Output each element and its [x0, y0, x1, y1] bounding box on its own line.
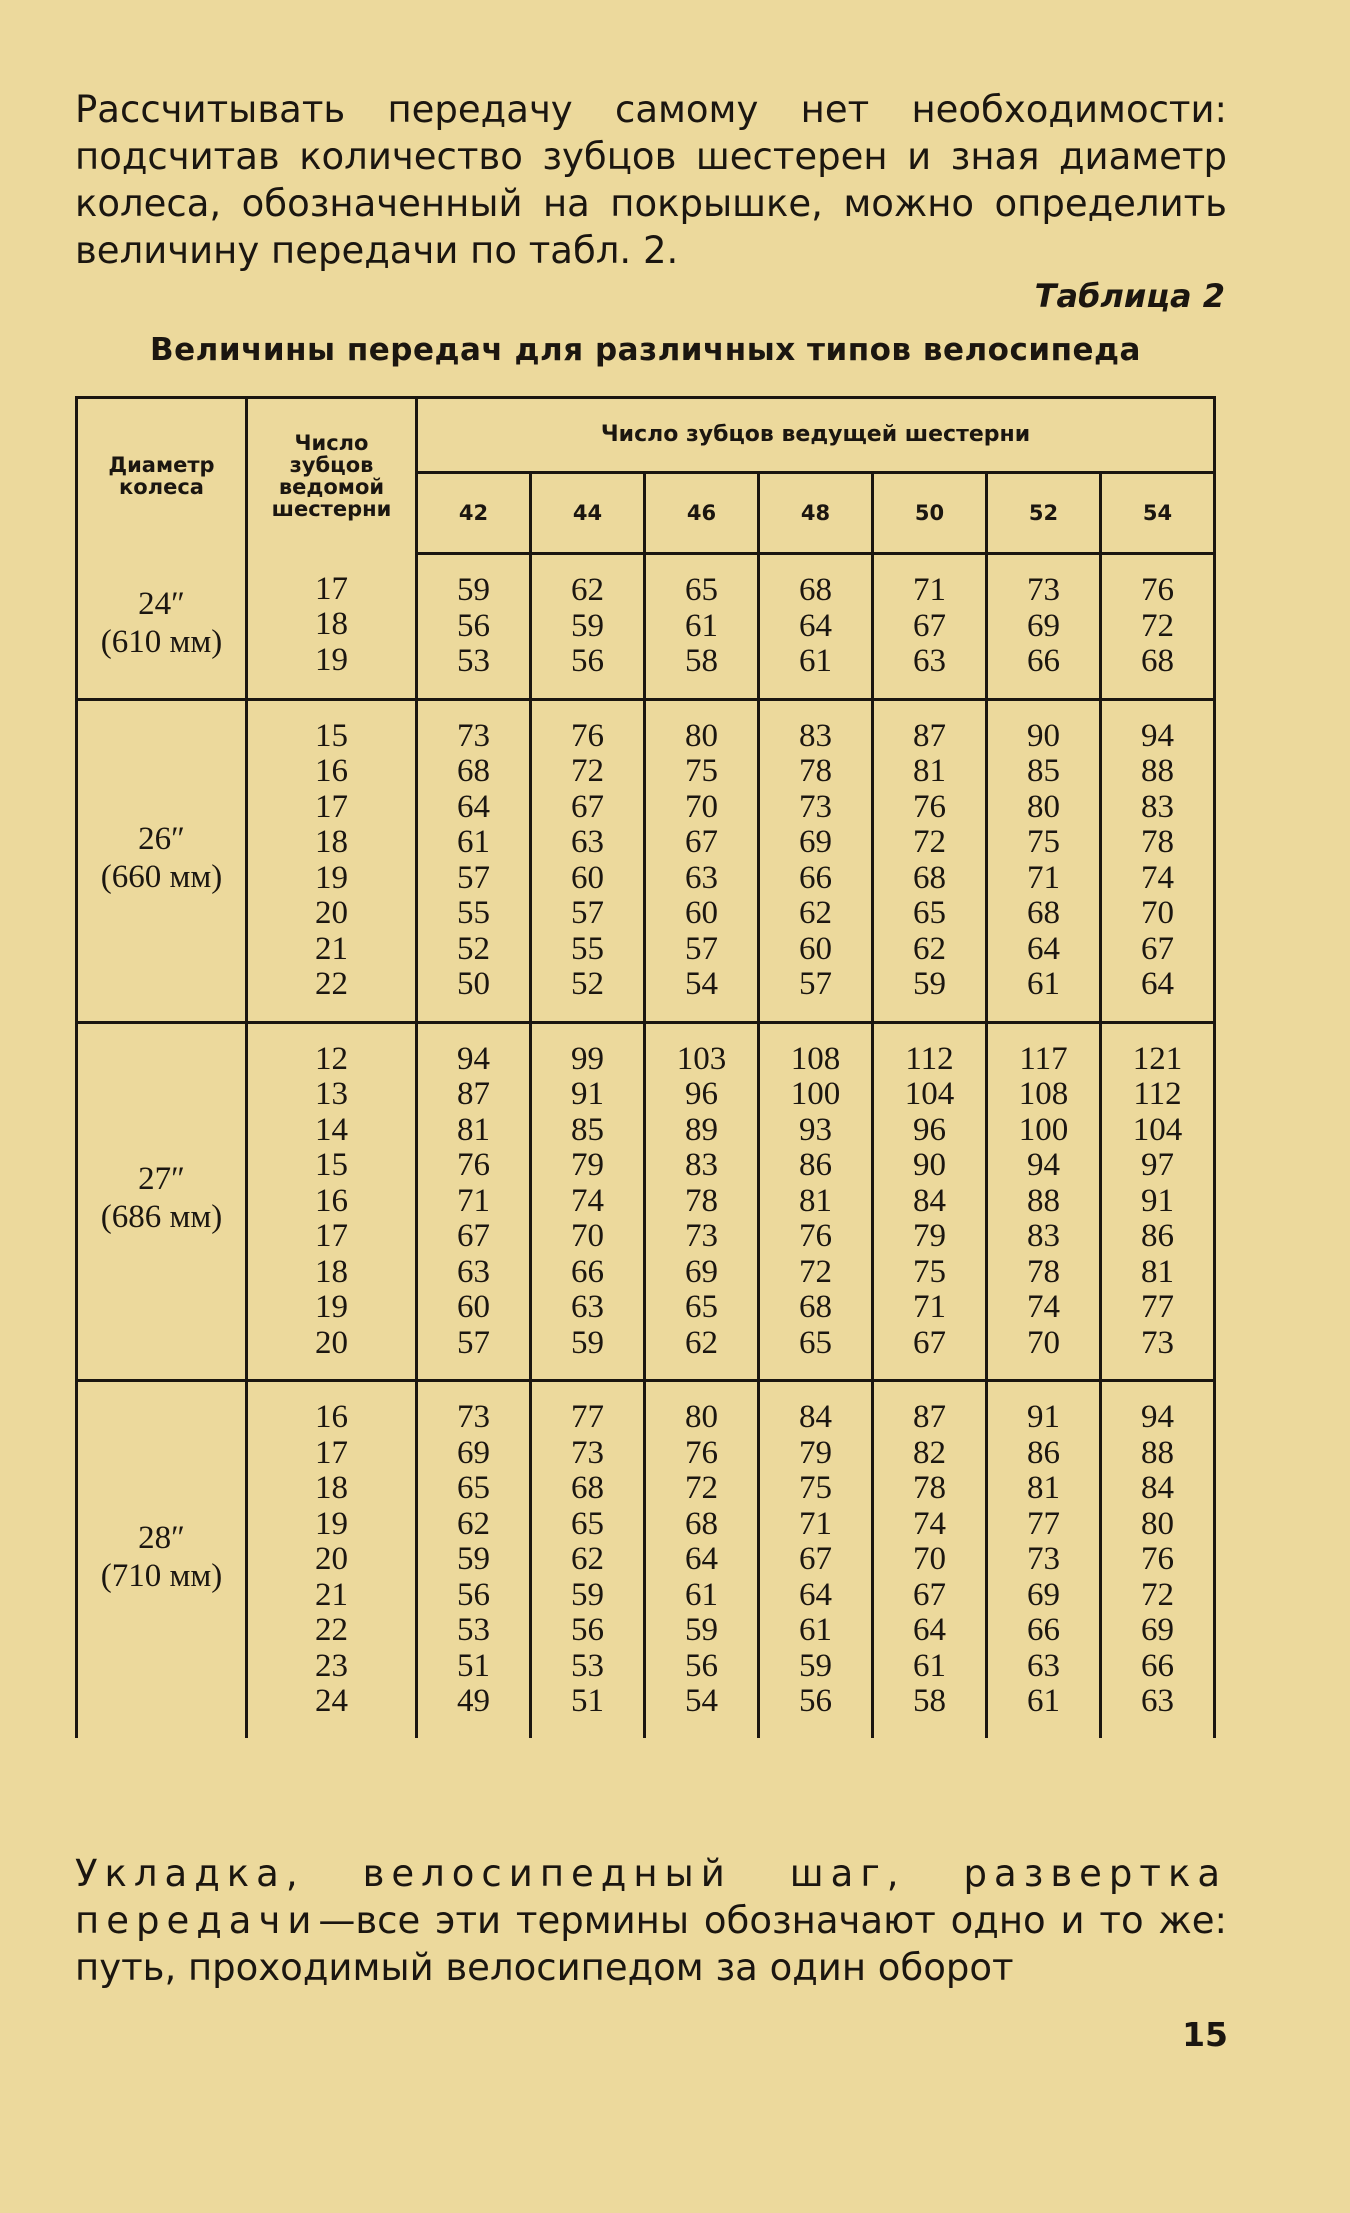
gear-value: 76	[571, 717, 604, 754]
gear-value: 59	[913, 966, 946, 1002]
gear-value: 88	[1141, 1434, 1175, 1471]
gear-value: 66	[571, 1253, 604, 1290]
gear-value: 63	[913, 643, 946, 679]
closing-text: —все эти термины обозначают одно и то же: путь, проходимый велосипедом за один оборот	[75, 1899, 1227, 1989]
header-wheel-diameter: Диаметр колеса	[77, 398, 247, 554]
gear-value-cell	[1101, 1381, 1215, 1738]
gear-value-cell	[417, 1381, 531, 1738]
gear-value: 68	[571, 1470, 604, 1506]
gear-value: 67	[913, 607, 946, 644]
gear-value: 89	[685, 1111, 718, 1148]
gear-value: 69	[685, 1253, 718, 1290]
gear-value: 52	[571, 966, 604, 1002]
gear-value: 64	[799, 1576, 832, 1613]
gear-value: 91	[571, 1076, 604, 1112]
gear-value: 99	[571, 1040, 604, 1077]
gear-value: 61	[457, 824, 490, 860]
gear-value: 55	[457, 895, 490, 931]
gear-value: 70	[1141, 895, 1175, 931]
gear-value: 61	[685, 607, 718, 644]
driven-teeth-value: 16	[315, 753, 348, 789]
gear-value: 104	[1132, 1111, 1183, 1148]
gear-value-cell	[873, 699, 987, 1022]
gear-value-cell	[873, 554, 987, 700]
gear-value-cell	[531, 699, 645, 1022]
gear-value: 76	[1141, 1541, 1175, 1577]
gear-value: 64	[1027, 930, 1060, 967]
gear-value: 69	[1141, 1612, 1175, 1648]
gear-value: 62	[685, 1324, 718, 1361]
gear-value-cell	[759, 1381, 873, 1738]
driven-teeth-value: 17	[315, 1434, 348, 1471]
gear-value: 73	[799, 788, 832, 825]
driven-teeth-value: 18	[315, 1253, 348, 1290]
gear-value: 94	[1141, 717, 1175, 754]
gear-value: 71	[913, 572, 946, 608]
term-emphasis: Укладка, велосипедный шаг, развертка передачи	[75, 1852, 1227, 1942]
driven-teeth-value: 17	[315, 788, 348, 825]
gear-value: 73	[457, 717, 490, 754]
gear-value-cell	[645, 554, 759, 700]
gear-value-cell	[645, 699, 759, 1022]
gear-value: 80	[685, 1399, 718, 1435]
driven-teeth-value: 23	[315, 1647, 348, 1684]
gear-value: 68	[457, 753, 490, 789]
gear-value: 67	[913, 1576, 946, 1613]
gear-value: 67	[913, 1324, 946, 1361]
gear-value-cell	[987, 1022, 1101, 1381]
header-tooth-count: 48	[759, 473, 873, 554]
gear-value: 100	[790, 1076, 841, 1112]
gear-value: 76	[913, 788, 946, 825]
gear-value: 69	[457, 1434, 490, 1471]
gear-value: 62	[571, 572, 604, 608]
gear-value: 72	[685, 1470, 718, 1506]
gear-value: 86	[1027, 1434, 1060, 1471]
gear-value: 84	[1141, 1470, 1175, 1506]
gear-value: 65	[799, 1324, 832, 1361]
wheel-diameter-cell	[77, 554, 247, 700]
gear-value: 61	[913, 1647, 946, 1684]
driven-teeth-cell	[247, 1381, 417, 1738]
gear-value: 70	[1027, 1324, 1060, 1361]
gear-value: 87	[913, 717, 946, 754]
gear-value: 59	[799, 1647, 832, 1684]
gear-value: 69	[799, 824, 832, 860]
gear-value: 54	[685, 966, 718, 1002]
gear-value: 84	[799, 1399, 832, 1435]
gear-value: 67	[457, 1218, 490, 1254]
gear-value: 68	[799, 572, 832, 608]
gear-value: 72	[913, 824, 946, 860]
gear-value: 87	[913, 1399, 946, 1435]
driven-teeth-value: 19	[315, 1289, 348, 1325]
gear-value: 78	[1027, 1253, 1060, 1290]
gear-value: 65	[913, 895, 946, 931]
header-tooth-count: 46	[645, 473, 759, 554]
header-tooth-count: 52	[987, 473, 1101, 554]
gear-value: 74	[1141, 859, 1175, 896]
gear-value: 53	[571, 1647, 604, 1684]
gear-value: 112	[1133, 1076, 1182, 1112]
gear-value: 62	[913, 930, 946, 967]
gear-value: 63	[571, 824, 604, 860]
gear-value: 60	[685, 895, 718, 931]
driven-teeth-value: 18	[315, 606, 348, 642]
gear-value: 56	[571, 643, 604, 679]
gear-value: 75	[685, 753, 718, 789]
gear-value: 62	[799, 895, 832, 931]
gear-value: 81	[1027, 1470, 1060, 1506]
driven-teeth-value: 24	[315, 1683, 348, 1719]
gear-value: 74	[1027, 1289, 1060, 1325]
gear-value: 63	[457, 1253, 490, 1290]
gear-value: 104	[904, 1076, 955, 1112]
gear-value: 67	[571, 788, 604, 825]
wheel-diameter-cell	[77, 1022, 247, 1381]
gear-value: 93	[799, 1111, 832, 1148]
closing-paragraph	[75, 1850, 1227, 1991]
gear-value: 68	[685, 1505, 718, 1542]
gear-value: 67	[1141, 930, 1175, 967]
table-row	[77, 1022, 1215, 1381]
gear-value: 63	[571, 1289, 604, 1325]
wheel-diameter-mm: (610 мм)	[100, 623, 223, 660]
table-title: Величины передач для различных типов велосипеда	[150, 332, 1141, 368]
gear-ratio-table	[75, 396, 1216, 1738]
wheel-diameter-cell	[77, 699, 247, 1022]
header-driving-teeth: Число зубцов ведущей шестерни	[417, 398, 1215, 473]
page-number: 15	[1182, 2015, 1228, 2054]
gear-value: 68	[799, 1289, 832, 1325]
gear-value: 54	[685, 1683, 718, 1719]
gear-value: 77	[1027, 1505, 1060, 1542]
driven-teeth-cell	[247, 1022, 417, 1381]
gear-value: 62	[571, 1541, 604, 1577]
header-tooth-count: 54	[1101, 473, 1215, 554]
gear-value: 57	[571, 895, 604, 931]
gear-value: 86	[1141, 1218, 1175, 1254]
gear-value: 66	[1141, 1647, 1175, 1684]
gear-value: 71	[913, 1289, 946, 1325]
gear-value: 85	[571, 1111, 604, 1148]
gear-value-cell	[873, 1022, 987, 1381]
driven-teeth-value: 21	[315, 1576, 348, 1613]
gear-value: 90	[1027, 717, 1060, 754]
driven-teeth-value: 19	[315, 859, 348, 896]
driven-teeth-value: 18	[315, 1470, 348, 1506]
gear-value: 91	[1027, 1399, 1060, 1435]
driven-teeth-value: 14	[315, 1111, 348, 1148]
gear-value-cell	[759, 554, 873, 700]
gear-value-cell	[531, 1022, 645, 1381]
gear-value: 71	[1027, 859, 1060, 896]
gear-value: 56	[799, 1683, 832, 1719]
gear-value: 50	[457, 966, 490, 1002]
gear-value: 78	[685, 1182, 718, 1219]
gear-value: 76	[457, 1147, 490, 1183]
gear-value: 108	[790, 1040, 841, 1077]
gear-value: 73	[1027, 1541, 1060, 1577]
gear-value: 78	[1141, 824, 1175, 860]
driven-teeth-value: 16	[315, 1182, 348, 1219]
gear-value: 78	[799, 753, 832, 789]
header-tooth-count: 42	[417, 473, 531, 554]
gear-value: 63	[685, 859, 718, 896]
gear-value: 67	[799, 1541, 832, 1577]
gear-value: 69	[1027, 607, 1060, 644]
driven-teeth-value: 22	[315, 1612, 348, 1648]
gear-value-cell	[645, 1022, 759, 1381]
gear-value: 83	[799, 717, 832, 754]
gear-value-cell	[987, 1381, 1101, 1738]
gear-value: 65	[571, 1505, 604, 1542]
gear-value: 65	[685, 1289, 718, 1325]
wheel-diameter-inch: 27″	[138, 1161, 185, 1198]
gear-value-cell	[1101, 699, 1215, 1022]
gear-value: 78	[913, 1470, 946, 1506]
table-row	[77, 554, 1215, 700]
gear-value-cell	[645, 1381, 759, 1738]
gear-value: 80	[685, 717, 718, 754]
gear-value-cell	[1101, 1022, 1215, 1381]
gear-value: 72	[1141, 1576, 1175, 1613]
gear-value: 59	[457, 1541, 490, 1577]
gear-value: 58	[913, 1683, 946, 1719]
gear-value: 73	[685, 1218, 718, 1254]
driven-teeth-value: 15	[315, 1147, 348, 1183]
gear-value: 94	[1027, 1147, 1060, 1183]
gear-value: 94	[1141, 1399, 1175, 1435]
header-tooth-count: 50	[873, 473, 987, 554]
gear-value: 108	[1018, 1076, 1069, 1112]
driven-teeth-value: 20	[315, 1541, 348, 1577]
driven-teeth-value: 17	[315, 1218, 348, 1254]
gear-value: 87	[457, 1076, 490, 1112]
gear-value: 61	[799, 643, 832, 679]
gear-value: 75	[1027, 824, 1060, 860]
gear-value: 80	[1141, 1505, 1175, 1542]
gear-value: 100	[1018, 1111, 1069, 1148]
gear-value-cell	[987, 699, 1101, 1022]
gear-value-cell	[759, 699, 873, 1022]
gear-value: 77	[1141, 1289, 1175, 1325]
gear-value: 64	[913, 1612, 946, 1648]
gear-value: 103	[676, 1040, 727, 1077]
driven-teeth-value: 20	[315, 895, 348, 931]
gear-value: 79	[571, 1147, 604, 1183]
gear-value: 65	[457, 1470, 490, 1506]
intro-paragraph: Рассчитывать передачу самому нет необходимости: подсчитав количество зубцов шестерен и зная диаметр колеса, обозначенный на покрышке, можно определить величину передачи по табл. 2.	[75, 88, 1227, 272]
gear-value: 60	[799, 930, 832, 967]
wheel-diameter-mm: (660 мм)	[100, 858, 223, 895]
gear-value: 60	[571, 859, 604, 896]
wheel-diameter-inch: 28″	[138, 1519, 185, 1556]
gear-value: 65	[685, 572, 718, 608]
gear-value: 70	[913, 1541, 946, 1577]
gear-value: 56	[457, 1576, 490, 1613]
gear-value: 57	[685, 930, 718, 967]
gear-value: 61	[1027, 1683, 1060, 1719]
gear-value: 117	[1019, 1040, 1068, 1077]
gear-value: 84	[913, 1182, 946, 1219]
gear-value: 60	[457, 1289, 490, 1325]
gear-value: 74	[571, 1182, 604, 1219]
gear-value: 59	[571, 1576, 604, 1613]
gear-value: 83	[1141, 788, 1175, 825]
gear-value-cell	[417, 554, 531, 700]
gear-value-cell	[531, 1381, 645, 1738]
gear-value: 62	[457, 1505, 490, 1542]
driven-teeth-value: 20	[315, 1324, 348, 1361]
gear-value: 83	[1027, 1218, 1060, 1254]
wheel-diameter-mm: (710 мм)	[100, 1557, 223, 1594]
wheel-diameter-cell	[77, 1381, 247, 1738]
driven-teeth-value: 19	[315, 641, 348, 678]
gear-value: 75	[799, 1470, 832, 1506]
table-row	[77, 699, 1215, 1022]
gear-value: 73	[571, 1434, 604, 1471]
gear-value: 59	[685, 1612, 718, 1648]
header-driven-teeth: Число зубцов ведомой шестерни	[247, 398, 417, 554]
gear-value: 69	[1027, 1576, 1060, 1613]
gear-value: 81	[913, 753, 946, 789]
table-label: Таблица 2	[1034, 277, 1225, 315]
gear-value: 81	[1141, 1253, 1175, 1290]
gear-value: 56	[571, 1612, 604, 1648]
gear-value: 56	[457, 607, 490, 644]
gear-value: 52	[457, 930, 490, 967]
gear-value-cell	[531, 554, 645, 700]
gear-value: 51	[457, 1647, 490, 1684]
gear-value: 96	[913, 1111, 946, 1148]
driven-teeth-value: 22	[315, 966, 348, 1002]
gear-value: 88	[1027, 1182, 1060, 1219]
gear-value: 61	[685, 1576, 718, 1613]
driven-teeth-value: 12	[315, 1040, 348, 1077]
header-tooth-count: 44	[531, 473, 645, 554]
gear-value: 67	[685, 824, 718, 860]
gear-value: 82	[913, 1434, 946, 1471]
gear-value: 88	[1141, 753, 1175, 789]
gear-value: 83	[685, 1147, 718, 1183]
gear-value: 59	[571, 1324, 604, 1361]
gear-value: 66	[1027, 643, 1060, 679]
gear-value: 68	[1141, 643, 1175, 679]
wheel-diameter-inch: 24″	[138, 585, 185, 622]
gear-value: 63	[1141, 1683, 1175, 1719]
driven-teeth-value: 17	[315, 570, 348, 607]
gear-value: 64	[457, 788, 490, 825]
gear-value: 121	[1132, 1040, 1183, 1077]
gear-value: 53	[457, 1612, 490, 1648]
driven-teeth-cell	[247, 699, 417, 1022]
gear-value: 73	[1027, 572, 1060, 608]
gear-value: 70	[685, 788, 718, 825]
gear-value: 63	[1027, 1647, 1060, 1684]
gear-value: 74	[913, 1505, 946, 1542]
driven-teeth-value: 21	[315, 930, 348, 967]
gear-value-cell	[873, 1381, 987, 1738]
gear-value: 64	[1141, 966, 1175, 1002]
gear-value: 66	[799, 859, 832, 896]
gear-value-cell	[987, 554, 1101, 700]
gear-value: 97	[1141, 1147, 1175, 1183]
gear-value: 58	[685, 643, 718, 679]
gear-value: 81	[457, 1111, 490, 1148]
gear-value: 85	[1027, 753, 1060, 789]
gear-value: 68	[1027, 895, 1060, 931]
driven-teeth-value: 15	[315, 717, 348, 754]
driven-teeth-value: 13	[315, 1076, 348, 1112]
gear-value: 112	[905, 1040, 954, 1077]
gear-value: 75	[913, 1253, 946, 1290]
driven-teeth-value: 19	[315, 1505, 348, 1542]
gear-value: 79	[799, 1434, 832, 1471]
gear-value: 53	[457, 643, 490, 679]
gear-value: 77	[571, 1399, 604, 1435]
gear-value: 76	[1141, 572, 1175, 608]
table-row	[77, 1381, 1215, 1738]
gear-value: 64	[685, 1541, 718, 1577]
gear-value: 76	[799, 1218, 832, 1254]
gear-value: 57	[457, 859, 490, 896]
gear-value: 70	[571, 1218, 604, 1254]
gear-value: 71	[457, 1182, 490, 1219]
gear-value: 68	[913, 859, 946, 896]
gear-value: 56	[685, 1647, 718, 1684]
gear-value: 80	[1027, 788, 1060, 825]
gear-value: 51	[571, 1683, 604, 1719]
gear-value: 57	[457, 1324, 490, 1361]
gear-value: 81	[799, 1182, 832, 1219]
gear-value: 72	[571, 753, 604, 789]
gear-value: 49	[457, 1683, 490, 1719]
gear-value: 64	[799, 607, 832, 644]
gear-value: 57	[799, 966, 832, 1002]
gear-table-body	[77, 554, 1215, 1738]
gear-value: 61	[799, 1612, 832, 1648]
gear-value: 76	[685, 1434, 718, 1471]
driven-teeth-value: 16	[315, 1399, 348, 1435]
gear-value-cell	[1101, 554, 1215, 700]
gear-value: 71	[799, 1505, 832, 1542]
gear-value-cell	[759, 1022, 873, 1381]
gear-value: 59	[457, 572, 490, 608]
gear-value: 86	[799, 1147, 832, 1183]
gear-value-cell	[417, 1022, 531, 1381]
gear-value: 79	[913, 1218, 946, 1254]
gear-value: 90	[913, 1147, 946, 1183]
gear-value: 66	[1027, 1612, 1060, 1648]
gear-value: 96	[685, 1076, 718, 1112]
gear-value: 55	[571, 930, 604, 967]
gear-value: 73	[1141, 1324, 1175, 1361]
gear-value: 72	[1141, 607, 1175, 644]
gear-value: 91	[1141, 1182, 1175, 1219]
gear-value-cell	[417, 699, 531, 1022]
gear-value: 59	[571, 607, 604, 644]
wheel-diameter-inch: 26″	[138, 820, 185, 857]
gear-value: 72	[799, 1253, 832, 1290]
driven-teeth-value: 18	[315, 824, 348, 860]
gear-value: 73	[457, 1399, 490, 1435]
gear-value: 61	[1027, 966, 1060, 1002]
driven-teeth-cell	[247, 554, 417, 700]
gear-value: 94	[457, 1040, 490, 1077]
wheel-diameter-mm: (686 мм)	[100, 1199, 223, 1236]
